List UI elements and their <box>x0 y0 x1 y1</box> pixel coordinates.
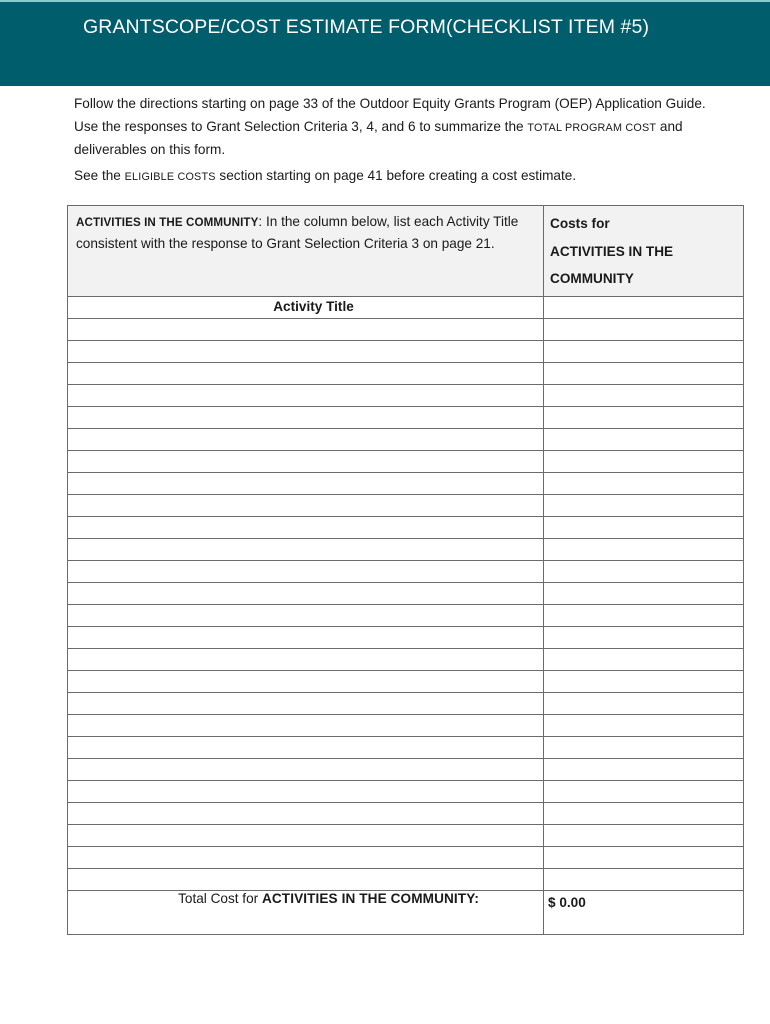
activity-title-input[interactable] <box>68 825 544 847</box>
activity-title-input[interactable] <box>68 803 544 825</box>
table-row <box>68 583 744 605</box>
cost-input[interactable] <box>544 715 744 737</box>
instructions-text-2a: See the <box>74 167 125 183</box>
table-row <box>68 671 744 693</box>
table-row <box>68 495 744 517</box>
activity-title-input[interactable] <box>68 605 544 627</box>
table-row <box>68 737 744 759</box>
cost-input[interactable] <box>544 847 744 869</box>
activity-title-input[interactable] <box>68 627 544 649</box>
cost-input[interactable] <box>544 671 744 693</box>
activity-title-input[interactable] <box>68 385 544 407</box>
table-row <box>68 803 744 825</box>
table-row <box>68 825 744 847</box>
total-row <box>68 891 744 935</box>
activities-header-cell <box>68 206 544 297</box>
cost-input[interactable] <box>544 385 744 407</box>
cost-input[interactable] <box>544 363 744 385</box>
costs-header-line-2: ACTIVITIES IN THE COMMUNITY <box>550 243 674 286</box>
activity-title-input[interactable] <box>68 473 544 495</box>
costs-header-cell <box>544 206 744 297</box>
table-row <box>68 759 744 781</box>
cost-input[interactable] <box>544 341 744 363</box>
activities-cost-table <box>67 205 744 935</box>
activity-title-input[interactable] <box>68 495 544 517</box>
activity-title-input[interactable] <box>68 451 544 473</box>
activity-title-input[interactable] <box>68 517 544 539</box>
activity-title-input[interactable] <box>68 583 544 605</box>
total-label-bold: ACTIVITIES IN THE COMMUNITY <box>261 891 475 906</box>
activity-title-input[interactable] <box>68 693 544 715</box>
table-row <box>68 627 744 649</box>
cost-input[interactable] <box>544 297 744 319</box>
cost-input[interactable] <box>544 429 744 451</box>
cost-input[interactable] <box>544 869 744 891</box>
activity-title-input[interactable] <box>68 759 544 781</box>
table-row <box>68 539 744 561</box>
activities-header-caps: ACTIVITIES IN THE COMMUNITY <box>76 216 259 229</box>
cost-input[interactable] <box>544 737 744 759</box>
table-row <box>68 385 744 407</box>
table-row <box>68 605 744 627</box>
table-row <box>68 561 744 583</box>
activity-title-input[interactable] <box>68 319 544 341</box>
table-row <box>68 517 744 539</box>
instructions-paragraph-1 <box>74 93 714 162</box>
cost-input[interactable] <box>544 627 744 649</box>
page-header-banner <box>0 0 770 86</box>
cost-input[interactable] <box>544 803 744 825</box>
activity-title-input[interactable] <box>68 715 544 737</box>
form-title: GRANTSCOPE/COST ESTIMATE FORM(CHECKLIST ITEM #5) <box>83 16 650 38</box>
activity-title-input[interactable] <box>68 781 544 803</box>
instructions-total-program-cost: TOTAL PROGRAM COST <box>527 121 657 134</box>
activity-title-input[interactable] <box>68 847 544 869</box>
instructions-text-2b: section starting on page 41 before creating a cost estimate. <box>215 167 577 183</box>
cost-input[interactable] <box>544 825 744 847</box>
cost-input[interactable] <box>544 649 744 671</box>
table-row <box>68 649 744 671</box>
cost-input[interactable] <box>544 561 744 583</box>
cost-input[interactable] <box>544 605 744 627</box>
table-row <box>68 407 744 429</box>
cost-input[interactable] <box>544 517 744 539</box>
table-row <box>68 363 744 385</box>
table-row <box>68 693 744 715</box>
table-row <box>68 473 744 495</box>
cost-input[interactable] <box>544 539 744 561</box>
activity-title-label: Activity Title <box>68 297 544 319</box>
cost-input[interactable] <box>544 407 744 429</box>
activity-title-input[interactable] <box>68 341 544 363</box>
table-row <box>68 429 744 451</box>
activity-title-input[interactable] <box>68 561 544 583</box>
instructions-paragraph-2 <box>74 165 714 189</box>
cost-input[interactable] <box>544 583 744 605</box>
activity-title-row <box>68 297 744 319</box>
table-row <box>68 341 744 363</box>
activity-title-input[interactable] <box>68 407 544 429</box>
cost-input[interactable] <box>544 693 744 715</box>
table-row <box>68 781 744 803</box>
cost-input[interactable] <box>544 473 744 495</box>
total-label <box>68 891 544 935</box>
activity-title-input[interactable] <box>68 737 544 759</box>
activities-header-instructions: : In the column below, list each Activity Title consistent with the response to Grant Selection Criteria 3 on page 21. <box>76 214 519 251</box>
table-header-row <box>68 206 744 297</box>
activity-title-input[interactable] <box>68 429 544 451</box>
cost-input[interactable] <box>544 781 744 803</box>
activity-title-input[interactable] <box>68 539 544 561</box>
cost-input[interactable] <box>544 759 744 781</box>
table-row <box>68 869 744 891</box>
activity-title-input[interactable] <box>68 363 544 385</box>
total-label-colon: : <box>474 891 479 906</box>
cost-input[interactable] <box>544 495 744 517</box>
table-row <box>68 715 744 737</box>
total-label-plain: Total Cost for <box>178 891 262 906</box>
instructions-text-1b: and deliverables on this form. <box>74 118 683 157</box>
costs-header-line-1: Costs for <box>550 216 610 231</box>
instructions <box>74 93 714 188</box>
table-row <box>68 451 744 473</box>
cost-input[interactable] <box>544 319 744 341</box>
activity-title-input[interactable] <box>68 869 544 891</box>
table-row <box>68 847 744 869</box>
table-row <box>68 319 744 341</box>
activity-title-input[interactable] <box>68 649 544 671</box>
instructions-eligible-costs: ELIGIBLE COSTS <box>124 170 216 183</box>
instructions-text-1a: Follow the directions starting on page 33 of the Outdoor Equity Grants Program (OEP) Application Guide. Use the responses to Grant Selection Criteria 3, 4, and 6 to summarize the <box>74 96 706 134</box>
activity-title-input[interactable] <box>68 671 544 693</box>
cost-input[interactable] <box>544 451 744 473</box>
total-cost-value[interactable]: $ 0.00 <box>544 891 744 935</box>
